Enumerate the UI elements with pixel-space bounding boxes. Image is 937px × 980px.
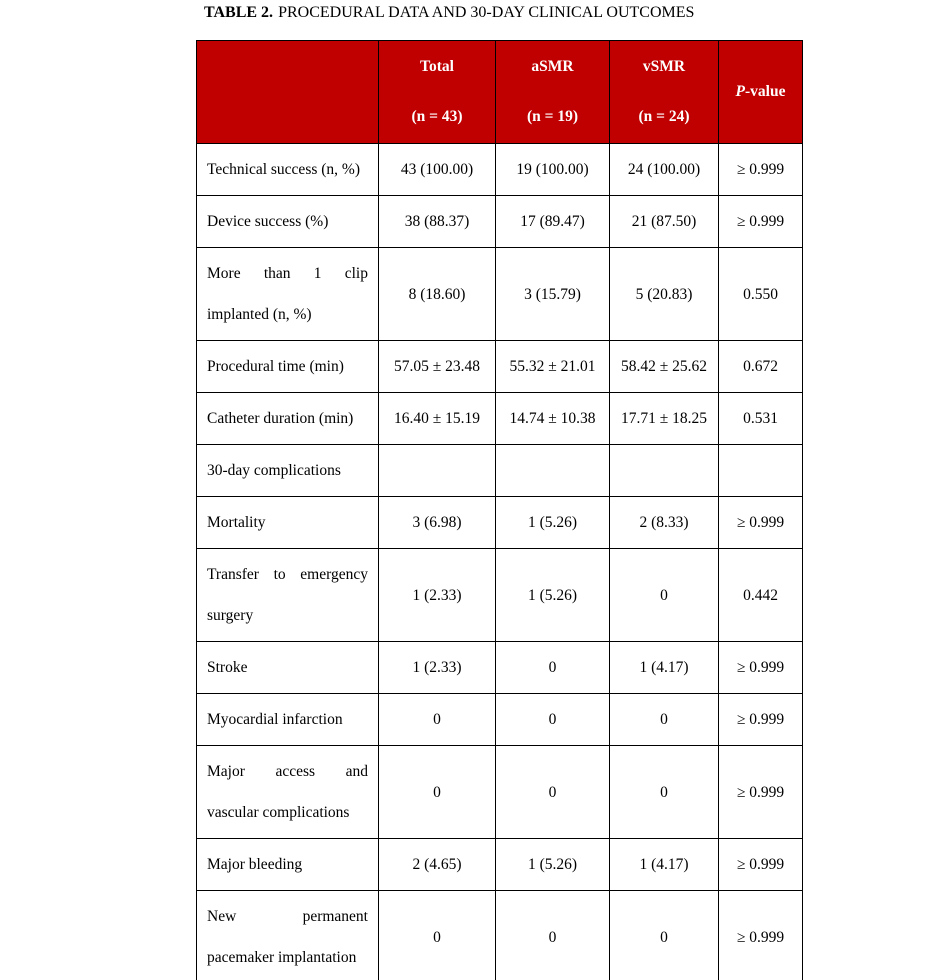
- cell-pvalue: 0.531: [719, 393, 803, 445]
- cell-asmr: 14.74 ± 10.38: [496, 393, 610, 445]
- cell-vsmr: 2 (8.33): [610, 497, 719, 549]
- row-label: Myocardial infarction: [197, 694, 379, 746]
- cell-asmr: 0: [496, 642, 610, 694]
- cell-vsmr: 0: [610, 891, 719, 980]
- cell-asmr: 1 (5.26): [496, 549, 610, 642]
- row-label: Procedural time (min): [197, 341, 379, 393]
- table-row: [197, 144, 803, 196]
- cell-total: 1 (2.33): [379, 549, 496, 642]
- cell-vsmr: 17.71 ± 18.25: [610, 393, 719, 445]
- cell-total: 0: [379, 746, 496, 839]
- cell-asmr: 17 (89.47): [496, 196, 610, 248]
- cell-vsmr: 1 (4.17): [610, 642, 719, 694]
- cell-vsmr: 0: [610, 746, 719, 839]
- cell-pvalue: ≥ 0.999: [719, 746, 803, 839]
- cell-pvalue: 0.672: [719, 341, 803, 393]
- cell-total: [379, 445, 496, 497]
- cell-asmr: 3 (15.79): [496, 248, 610, 341]
- cell-pvalue: 0.550: [719, 248, 803, 341]
- table-title: [204, 3, 694, 23]
- cell-pvalue: ≥ 0.999: [719, 497, 803, 549]
- row-label: Transfer to emergency surgery: [197, 549, 379, 642]
- table-row: [197, 497, 803, 549]
- cell-vsmr: 21 (87.50): [610, 196, 719, 248]
- cell-pvalue: ≥ 0.999: [719, 642, 803, 694]
- row-label: Stroke: [197, 642, 379, 694]
- cell-vsmr: 0: [610, 694, 719, 746]
- header-vsmr-n: (n = 24): [638, 108, 690, 125]
- cell-total: 3 (6.98): [379, 497, 496, 549]
- cell-asmr: 0: [496, 694, 610, 746]
- cell-total: 2 (4.65): [379, 839, 496, 891]
- table-body: [197, 144, 803, 980]
- procedural-outcomes-table: [196, 40, 803, 980]
- row-label: Catheter duration (min): [197, 393, 379, 445]
- cell-vsmr: 1 (4.17): [610, 839, 719, 891]
- cell-asmr: 19 (100.00): [496, 144, 610, 196]
- row-label: Mortality: [197, 497, 379, 549]
- table-row: [197, 891, 803, 980]
- cell-total: 0: [379, 891, 496, 980]
- header-total-name: Total: [420, 58, 454, 75]
- cell-total: 16.40 ± 15.19: [379, 393, 496, 445]
- cell-total: 43 (100.00): [379, 144, 496, 196]
- cell-pvalue: ≥ 0.999: [719, 144, 803, 196]
- header-cell-vsmr: [610, 41, 719, 144]
- cell-asmr: 1 (5.26): [496, 839, 610, 891]
- cell-total: 1 (2.33): [379, 642, 496, 694]
- row-label: New permanent pacemaker implantation: [197, 891, 379, 980]
- header-vsmr-name: vSMR: [642, 58, 686, 75]
- header-asmr-n: (n = 19): [526, 108, 579, 125]
- cell-asmr: [496, 445, 610, 497]
- cell-vsmr: 24 (100.00): [610, 144, 719, 196]
- row-label: Major bleeding: [197, 839, 379, 891]
- table-row: [197, 196, 803, 248]
- table-row: [197, 549, 803, 642]
- table-title-number: TABLE 2.: [204, 4, 274, 21]
- header-cell-total: [379, 41, 496, 144]
- header-pvalue-p: P: [735, 83, 745, 100]
- row-label: Technical success (n, %): [197, 144, 379, 196]
- header-row: [197, 41, 803, 144]
- cell-total: 57.05 ± 23.48: [379, 341, 496, 393]
- header-cell-pvalue: [719, 41, 803, 144]
- table-row: [197, 839, 803, 891]
- cell-vsmr: 58.42 ± 25.62: [610, 341, 719, 393]
- cell-total: 38 (88.37): [379, 196, 496, 248]
- table-row: [197, 642, 803, 694]
- cell-vsmr: [610, 445, 719, 497]
- cell-asmr: 55.32 ± 21.01: [496, 341, 610, 393]
- header-cell-empty: [197, 41, 379, 144]
- table-title-text: PROCEDURAL DATA AND 30-DAY CLINICAL OUTCOMES: [278, 4, 695, 21]
- cell-asmr: 0: [496, 891, 610, 980]
- table-row: [197, 393, 803, 445]
- table-row: [197, 445, 803, 497]
- cell-pvalue: ≥ 0.999: [719, 694, 803, 746]
- cell-pvalue: 0.442: [719, 549, 803, 642]
- cell-pvalue: ≥ 0.999: [719, 839, 803, 891]
- cell-pvalue: [719, 445, 803, 497]
- row-label: Major access and vascular complications: [197, 746, 379, 839]
- row-label: Device success (%): [197, 196, 379, 248]
- table-row: [197, 248, 803, 341]
- table-row: [197, 694, 803, 746]
- header-pvalue-rest: -value: [745, 83, 786, 100]
- header-total-n: (n = 43): [411, 108, 463, 125]
- cell-total: 8 (18.60): [379, 248, 496, 341]
- header-cell-asmr: [496, 41, 610, 144]
- cell-asmr: 1 (5.26): [496, 497, 610, 549]
- row-label: More than 1 clip implanted (n, %): [197, 248, 379, 341]
- table-row: [197, 341, 803, 393]
- cell-total: 0: [379, 694, 496, 746]
- cell-vsmr: 0: [610, 549, 719, 642]
- cell-vsmr: 5 (20.83): [610, 248, 719, 341]
- table-row: [197, 746, 803, 839]
- header-asmr-name: aSMR: [531, 58, 574, 75]
- cell-pvalue: ≥ 0.999: [719, 891, 803, 980]
- cell-pvalue: ≥ 0.999: [719, 196, 803, 248]
- cell-asmr: 0: [496, 746, 610, 839]
- row-label: 30-day complications: [197, 445, 379, 497]
